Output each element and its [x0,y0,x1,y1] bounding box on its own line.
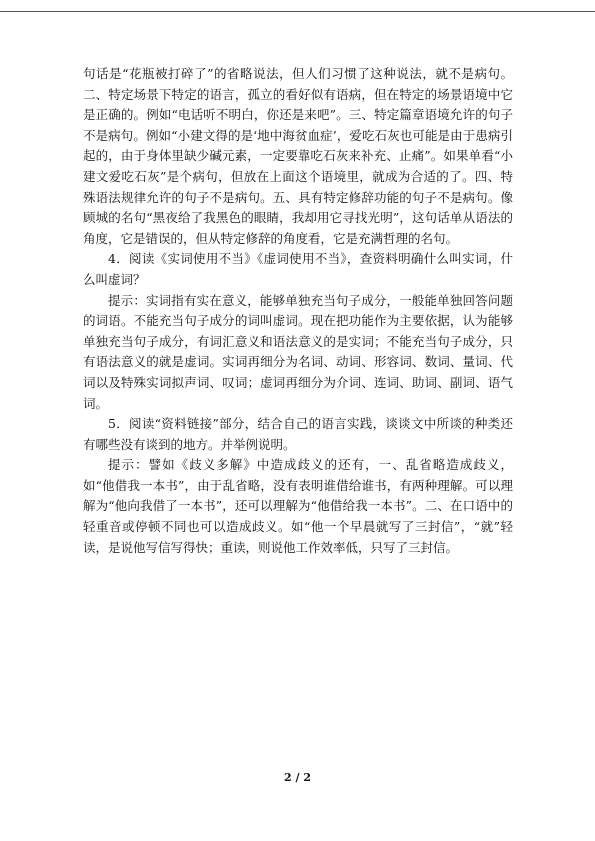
question-4: 4．阅读《实词使用不当》《虚词使用不当》，查资料明确什么叫实词，什么叫虚词？ [83,251,513,287]
page-number: 2 / 2 [284,771,311,784]
paragraph-continuation: 句话是“花瓶被打碎了”的省略说法，但人们习惯了这种说法，就不是病句。二、特定场景下特定的语言，孤立的看好似有语病，但在特定的场景语境中它是正确的。例如“电话听不明白，你还是来吧”。三、特定篇章语境允许的句子不是病句。例如“小建文得的是‘地中海贫血症’，爱吃石灰也可能是由于患病引起的，由于身体里缺少碱元素，一定要靠吃石灰来补充、止痛”。如果单看“小建文爱吃石灰”是个病句，但放在上面这个语境里，就成为合适的了。四、特殊语法规律允许的句子不是病句。五、具有特定修辞功能的句子不是病句。像顾城的名句“黑夜给了我黑色的眼睛，我却用它寻找光明”，这句话单从语法的角度，它是错误的，但从特定修辞的角度看，它是充满哲理的名句。 [83,66,513,246]
header-rule [0,11,595,12]
hint-5: 提示：譬如《歧义多解》中造成歧义的还有，一、乱省略造成歧义，如“他借我一本书”，由于乱省略，没有表明谁借给谁书，有两种理解。可以理解为“他向我借了一本书”，还可以理解为“他借给我一本书”。二、在口语中的轻重音或停顿不同也可以造成歧义。如“他一个早晨就写了三封信”，“就”轻读，是说他写信写得快；重读，则说他工作效率低，只写了三封信。 [83,457,513,555]
document-body [83,64,513,558]
question-5: 5．阅读“资料链接”部分，结合自己的语言实践，谈谈文中所谈的种类还有哪些没有谈到的地方。并举例说明。 [83,416,513,452]
hint-4: 提示：实词指有实在意义，能够单独充当句子成分，一般能单独回答问题的词语。不能充当句子成分的词叫虚词。现在把功能作为主要依据，认为能够单独充当句子成分，有词汇意义和语法意义的是实词；不能充当句子成分，只有语法意义的就是虚词。实词再细分为名词、动词、形容词、数词、量词、代词以及特殊实词拟声词、叹词；虚词再细分为介词、连词、助词、副词、语气词。 [83,292,513,411]
